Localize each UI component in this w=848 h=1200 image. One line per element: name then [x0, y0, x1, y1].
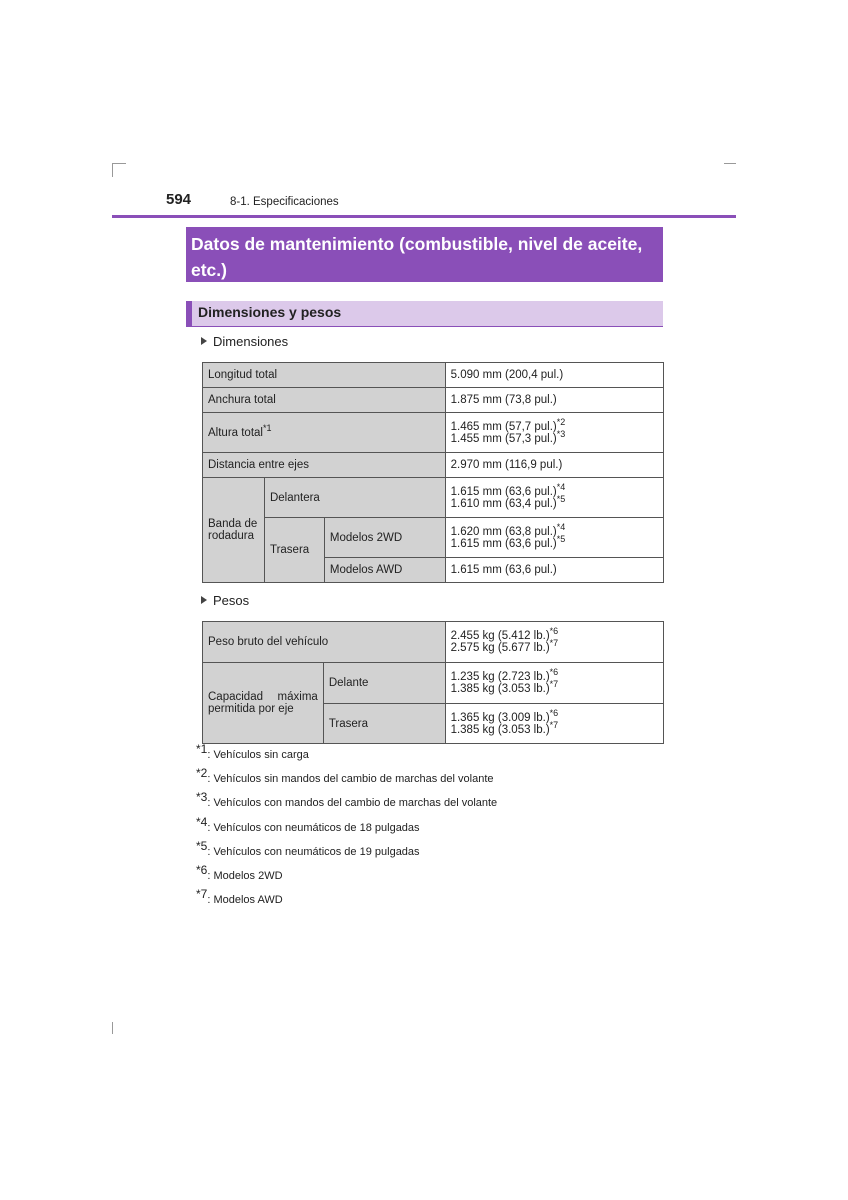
footnote [196, 862, 497, 894]
crop-mark [724, 163, 736, 164]
bruto-value-cell [445, 622, 663, 663]
trasera-awd-value: 1.615 mm (63,6 pul.) [445, 558, 663, 583]
footnote-mark: *4 [196, 814, 208, 829]
distancia-value: 2.970 mm (116,9 pul.) [445, 453, 663, 478]
table-row [203, 363, 664, 388]
delantera-value-cell [445, 478, 663, 518]
bruto-value-1: 2.455 kg (5.412 lb.) [450, 630, 550, 642]
modelos-awd-label: Modelos AWD [324, 558, 445, 583]
footnote-mark: *5 [196, 838, 208, 853]
footnote-mark: *4 [556, 481, 566, 492]
altura-value-cell [445, 413, 663, 453]
footnote [196, 887, 497, 918]
footnote-mark: *5 [556, 533, 566, 544]
footnote-text: : Vehículos sin mandos del cambio de marchas del volante [207, 773, 494, 786]
footnote-mark: *2 [556, 416, 566, 427]
footnote-text: : Modelos AWD [207, 894, 283, 907]
trasera-peso-value-cell [445, 704, 663, 744]
delante-value-cell [445, 663, 663, 704]
footnote-text: : Vehículos con neumáticos de 18 pulgadas [207, 821, 420, 834]
footnote-text: : Vehículos sin carga [207, 749, 309, 761]
footnote [196, 814, 497, 846]
footnote-mark: *6 [196, 862, 208, 877]
table-row [203, 622, 664, 663]
distancia-label: Distancia entre ejes [203, 453, 446, 478]
delantera-value-1: 1.615 mm (63,6 pul.) [450, 485, 557, 498]
footnote-mark: *7 [549, 638, 559, 648]
triangle-bullet-icon [201, 596, 207, 604]
trasera-2wd-value-2: 1.615 mm (63,6 pul.) [450, 537, 557, 550]
crop-mark [112, 1022, 113, 1034]
footnote-mark: *1 [262, 422, 272, 433]
footnote-text: : Vehículos con mandos del cambio de marchas del volante [207, 797, 498, 810]
footnotes [196, 742, 498, 918]
dimensions-table [202, 362, 664, 583]
longitud-label: Longitud total [203, 363, 446, 388]
footnote-mark: *2 [196, 766, 208, 781]
crop-mark [112, 163, 126, 164]
section-label: 8-1. Especificaciones [230, 196, 339, 208]
delante-label: Delante [323, 663, 445, 704]
footnote-mark: *7 [549, 719, 559, 730]
bruto-value-2: 2.575 kg (5.677 lb.) [450, 642, 550, 654]
dimensiones-heading [201, 334, 288, 349]
footnote [196, 766, 497, 797]
footnote-mark: *1 [196, 742, 208, 756]
footnote-mark: *7 [196, 887, 208, 902]
dimensiones-heading-text: Dimensiones [213, 334, 289, 349]
table-row [203, 478, 664, 518]
anchura-label: Anchura total [203, 388, 446, 413]
footnote-mark: *3 [196, 790, 208, 805]
table-row [203, 388, 664, 413]
altura-value-1: 1.465 mm (57,7 pul.) [450, 420, 557, 433]
footnote-mark: *6 [549, 707, 559, 718]
table-row [203, 518, 664, 558]
footnote-mark: *5 [556, 493, 566, 504]
footnote-mark: *7 [549, 679, 559, 689]
altura-cell [203, 413, 446, 453]
bruto-label: Peso bruto del vehículo [203, 622, 446, 663]
footnote [196, 838, 497, 870]
table-row [203, 663, 664, 704]
delante-value-2: 1.385 kg (3.053 lb.) [450, 683, 550, 695]
page-number: 594 [166, 191, 192, 208]
longitud-value: 5.090 mm (200,4 pul.) [445, 363, 663, 388]
footnote-mark: *3 [556, 428, 566, 439]
capacidad-label: Capacidad máxima permitida por eje [203, 663, 324, 744]
delante-value-1: 1.235 kg (2.723 lb.) [450, 671, 550, 683]
triangle-bullet-icon [201, 337, 207, 345]
trasera-label: Trasera [264, 518, 324, 583]
footnote-text: : Vehículos con neumáticos de 19 pulgadas [207, 845, 420, 858]
trasera-peso-value-2: 1.385 kg (3.053 lb.) [450, 723, 550, 736]
weights-table [202, 621, 664, 744]
footnote [196, 790, 498, 821]
footnote-mark: *6 [549, 626, 559, 636]
modelos-2wd-label: Modelos 2WD [324, 518, 445, 558]
trasera-peso-label: Trasera [323, 704, 445, 744]
header-rule [112, 215, 736, 218]
trasera-2wd-value-cell [445, 518, 663, 558]
delantera-label: Delantera [264, 478, 445, 518]
pesos-heading [201, 593, 249, 608]
section-subtitle: Dimensiones y pesos [186, 301, 663, 327]
crop-mark [112, 163, 113, 177]
altura-label: Altura total [208, 426, 263, 439]
page-title: Datos de mantenimiento (combustible, nivel de aceite, etc.) [186, 227, 663, 282]
footnote-text: : Modelos 2WD [207, 869, 283, 882]
footnote [196, 742, 497, 773]
altura-value-2: 1.455 mm (57,3 pul.) [450, 432, 557, 445]
anchura-value: 1.875 mm (73,8 pul.) [445, 388, 663, 413]
footnote-mark: *4 [556, 521, 566, 532]
trasera-2wd-value-1: 1.620 mm (63,8 pul.) [450, 525, 557, 538]
banda-label: Banda de rodadura [203, 478, 265, 583]
table-row [203, 453, 664, 478]
footnote-mark: *6 [549, 667, 559, 677]
trasera-peso-value-1: 1.365 kg (3.009 lb.) [450, 711, 550, 724]
pesos-heading-text: Pesos [213, 593, 250, 608]
delantera-value-2: 1.610 mm (63,4 pul.) [450, 497, 557, 510]
table-row [203, 413, 664, 453]
